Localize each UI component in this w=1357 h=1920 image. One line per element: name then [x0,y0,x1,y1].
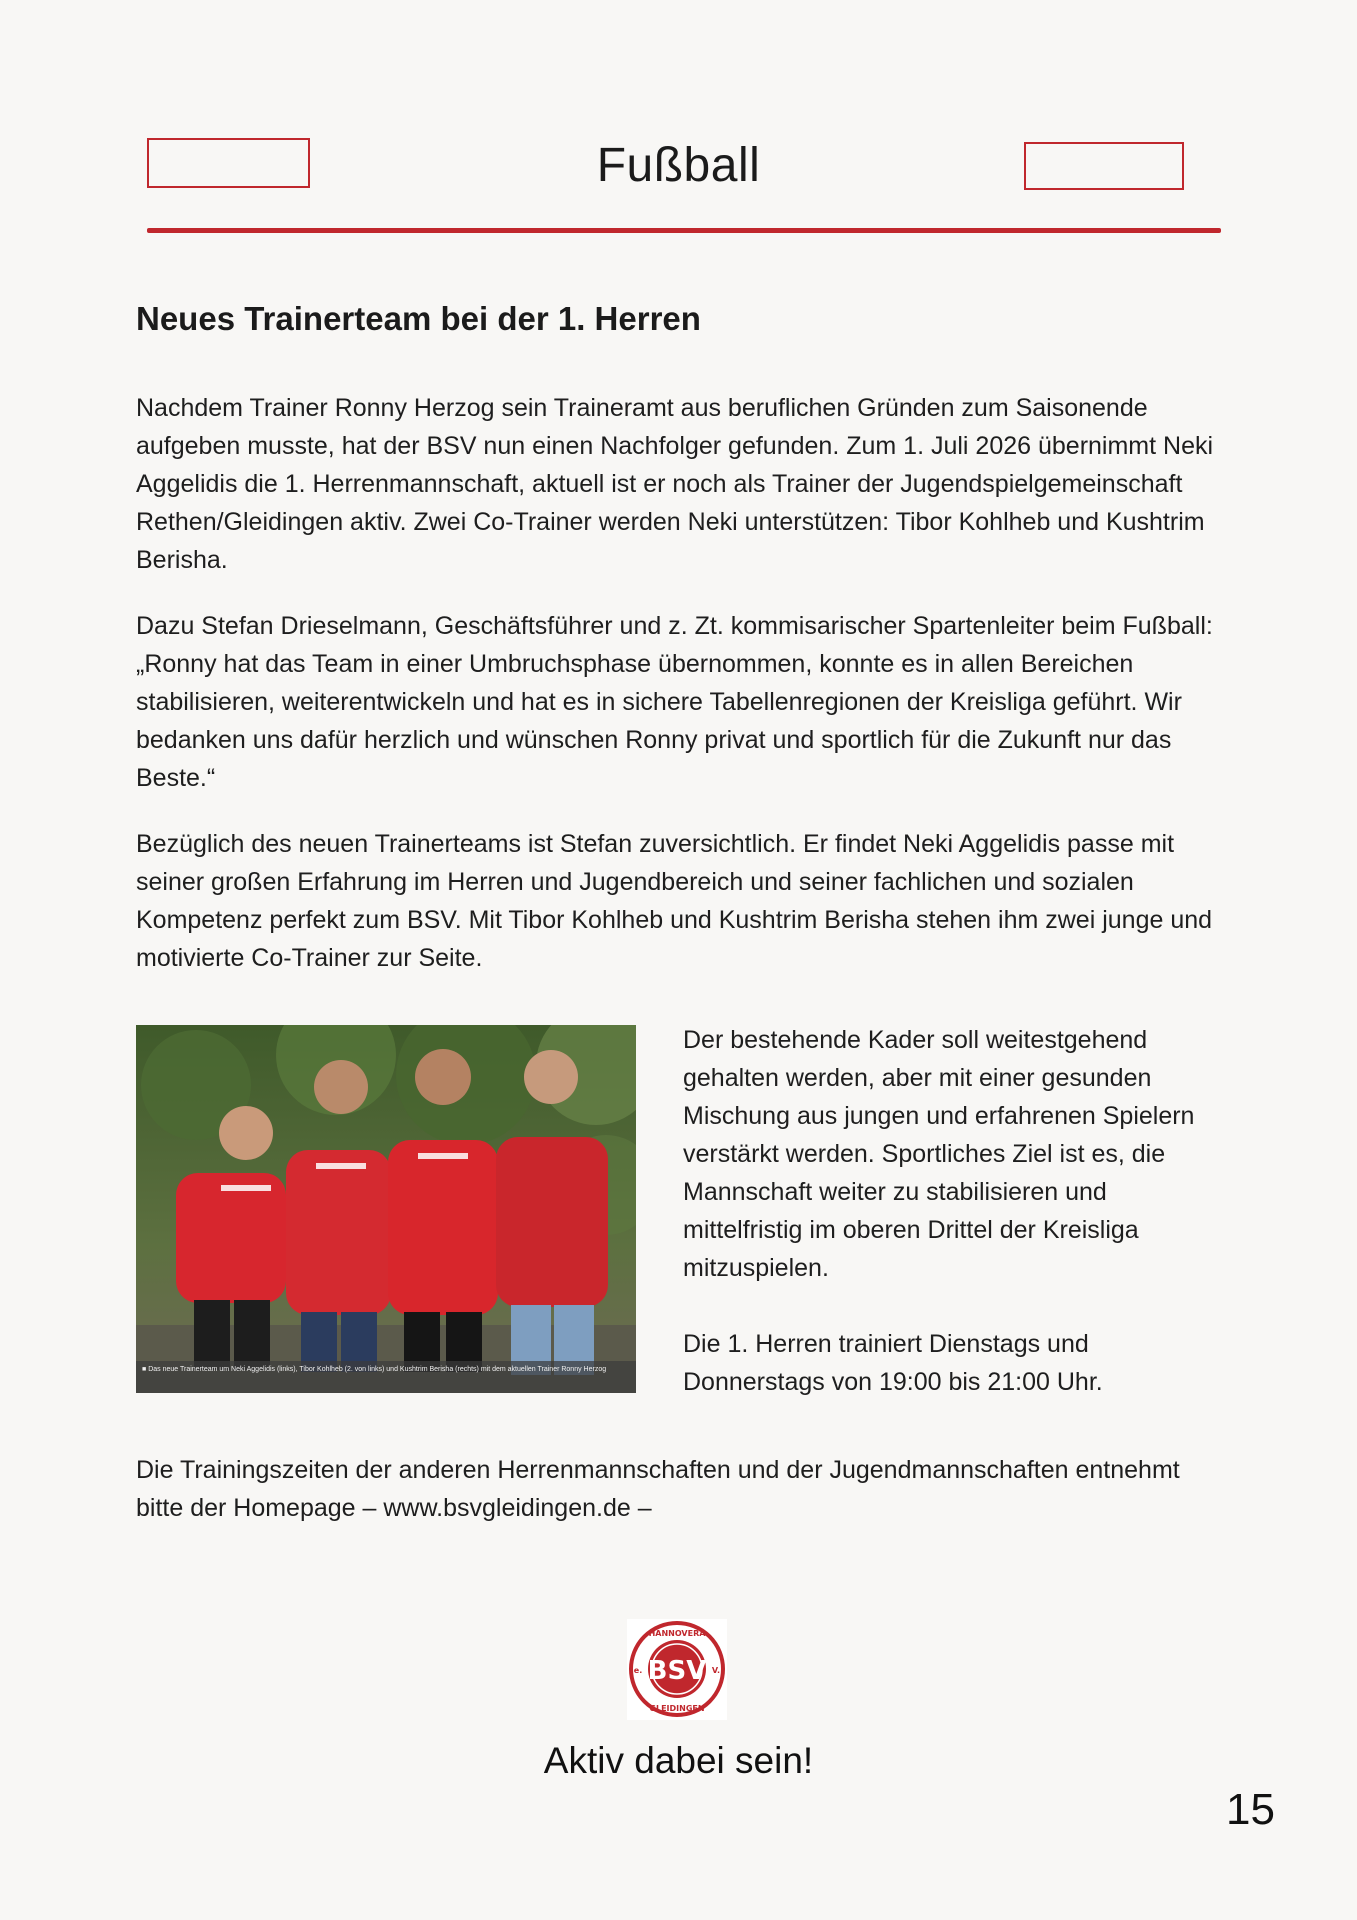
training-times: Die 1. Herren trainiert Dienstags und Donnerstags von 19:00 bis 21:00 Uhr. [683,1330,1103,1396]
header-box-right [1024,142,1184,190]
club-logo-emblem [627,1619,727,1720]
article-headline: Neues Trainerteam bei der 1. Herren [136,300,701,337]
page-number: 15 [1226,1785,1275,1834]
side-column [683,1021,1223,1439]
photo-caption [136,1361,636,1393]
logo-text-center: BSV [647,1656,707,1686]
article-paragraph: Dazu Stefan Drieselmann, Geschäftsführer und z. Zt. kommisarischer Spartenleiter beim Fußball: „Ronny hat das Team in einer Umbruchsphase übernommen, konnte es in allen Bereichen stabilisieren, weiterentwickeln und hat es in sichere Tabellenregionen der Kreisliga geführt. Wir bedanken uns dafür herzlich und wünschen Ronny privat und sportlich für die Zukunft nur das Beste.“ [136,612,1213,792]
logo-text-bottom: GLEIDINGEN [649,1704,705,1713]
logo-text-right: V. [711,1666,721,1675]
photo-caption-text: Das neue Trainerteam um Neki Aggelidis (links), Tibor Kohlheb (2. von links) und Kushtrim Berisha (rechts) mit dem aktuellen Trainer Ronny Herzog [148,1366,607,1373]
team-photo [136,1025,636,1393]
article-paragraph: Bezüglich des neuen Trainerteams ist Stefan zuversichtlich. Er findet Neki Aggelidis passe mit seiner großen Erfahrung im Herren und Jugendbereich und seiner fachlichen und sozialen Kompetenz perfekt zum BSV. Mit Tibor Kohlheb und Kushtrim Berisha stehen ihm zwei junge und motivierte Co-Trainer zur Seite. [136,830,1213,972]
closing-paragraph-text: Die Trainingszeiten der anderen Herrenmannschaften und der Jugendmannschaften entnehmt bitte der Homepage – www.bsvgleidingen.de – [136,1456,1180,1522]
article-body [136,389,1221,1005]
slogan: Aktiv dabei sein! [543,1740,814,1781]
side-paragraph: Der bestehende Kader soll weitestgehend gehalten werden, aber mit einer gesunden Mischung aus jungen und erfahrenen Spielern verstärkt werden. Sportliches Ziel ist es, die Mannschaft weiter zu stabilisieren und mittelfristig im oberen Drittel der Kreisliga mitzuspielen. [683,1026,1195,1282]
club-logo [627,1619,727,1720]
logo-text-top: HANNOVERA [648,1629,706,1638]
header-divider [147,228,1221,233]
logo-text-left: e. [633,1666,643,1675]
closing-paragraph [136,1451,1221,1555]
article-paragraph: Nachdem Trainer Ronny Herzog sein Traineramt aus beruflichen Gründen zum Saisonende aufgeben musste, hat der BSV nun einen Nachfolger gefunden. Zum 1. Juli 2026 übernimmt Neki Aggelidis die 1. Herrenmannschaft, aktuell ist er noch als Trainer der Jugendspielgemeinschaft Rethen/Gleidingen aktiv. Zwei Co-Trainer werden Neki unterstützen: Tibor Kohlheb und Kushtrim Berisha. [136,394,1214,574]
page-title: Fußball [596,139,761,192]
team-photo-illustration [136,1025,636,1393]
camera-icon: ■ [142,1366,149,1373]
